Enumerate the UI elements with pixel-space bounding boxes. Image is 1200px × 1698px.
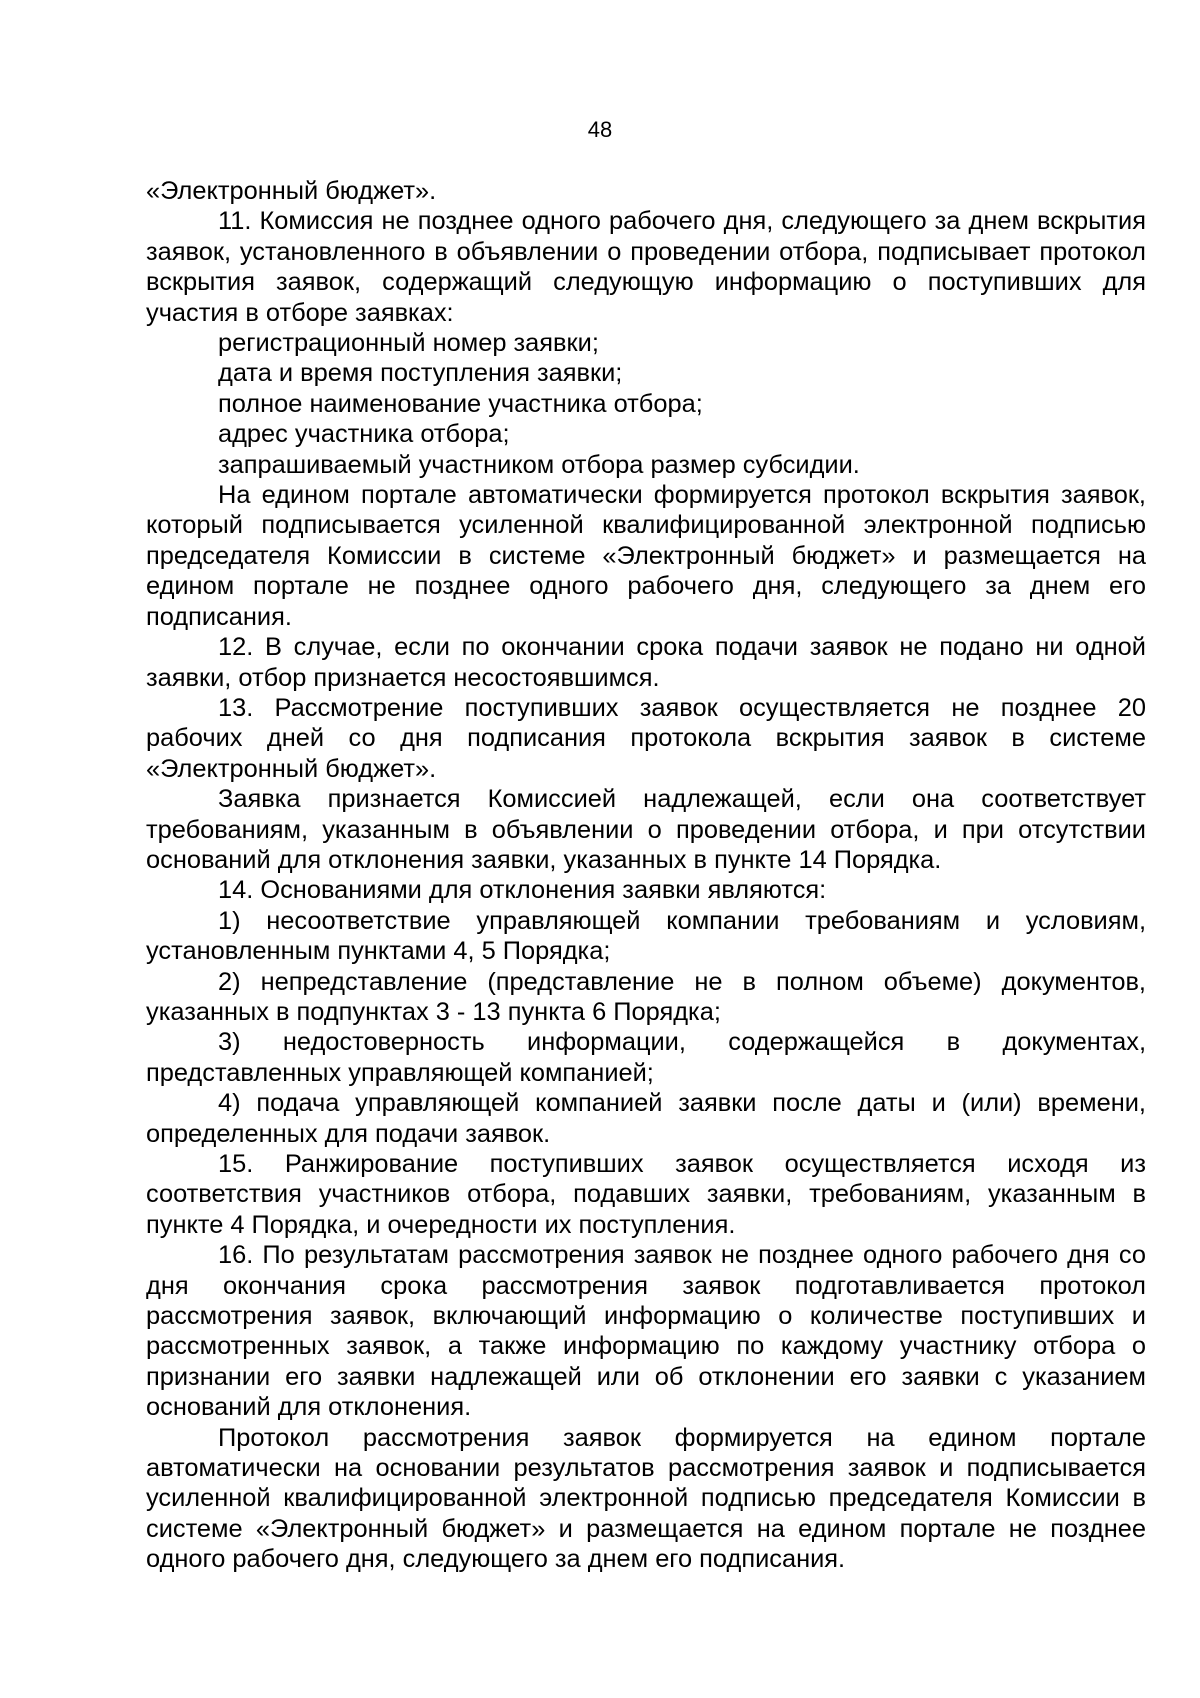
paragraph-clause-15: 15. Ранжирование поступивших заявок осуществляется исходя из соответствия участников отбора, подавших заявки, требованиям, указанным в пункте 4 Порядка, и очередности их поступления. — [146, 1150, 1146, 1239]
paragraph-clause-11: 11. Комиссия не позднее одного рабочего дня, следующего за днем вскрытия заявок, установленного в объявлении о проведении отбора, подписывает протокол вскрытия заявок, содержащий следующую информацию о поступивших для участия в отборе заявках: — [146, 207, 1146, 327]
paragraph-clause-16: 16. По результатам рассмотрения заявок не позднее одного рабочего дня со дня окончания срока рассмотрения заявок подготавливается протокол рассмотрения заявок, включающий информацию о количестве поступивших и рассмотренных заявок, а также информацию по каждому участнику отбора о признании его заявки надлежащей или об отклонении его заявки с указанием оснований для отклонения. — [146, 1241, 1146, 1422]
paragraph-ground-1: 1) несоответствие управляющей компании требованиям и условиям, установленным пунктами 4, 5 Порядка; — [146, 906, 1146, 966]
paragraph-ground-2: 2) непредставление (представление не в полном объеме) документов, указанных в подпунктах 3 - 13 пункта 6 Порядка; — [146, 967, 1146, 1026]
paragraph-application-accepted: Заявка признается Комиссией надлежащей, если она соответствует требованиям, указанным в объявлении о проведении отбора, и при отсутствии оснований для отклонения заявки, указанных в пункте 14 Порядка. — [146, 785, 1146, 874]
paragraph-clause-12: 12. В случае, если по окончании срока подачи заявок не подано ни одной заявки, отбор признается несостоявшимся. — [146, 633, 1146, 692]
list-item-participant-name: полное наименование участника отбора; — [218, 389, 703, 418]
paragraph-continuation: «Электронный бюджет». — [146, 177, 437, 205]
paragraph-ground-3: 3) недостоверность информации, содержащейся в документах, представленных управляющей компанией; — [146, 1028, 1146, 1087]
paragraph-clause-14: 14. Основаниями для отклонения заявки являются: — [218, 876, 827, 905]
list-item-subsidy-amount: запрашиваемый участником отбора размер субсидии. — [218, 450, 860, 479]
list-item-participant-address: адрес участника отбора; — [218, 420, 510, 449]
list-item-date-time: дата и время поступления заявки; — [218, 359, 623, 388]
document-body — [146, 176, 1146, 1575]
paragraph-clause-13: 13. Рассмотрение поступивших заявок осуществляется не позднее 20 рабочих дней со дня подписания протокола вскрытия заявок в системе «Электронный бюджет». — [146, 693, 1146, 783]
paragraph-portal-protocol: На едином портале автоматически формируется протокол вскрытия заявок, который подписывается усиленной квалифицированной электронной подписью председателя Комиссии в системе «Электронный бюджет» и размещается на едином портале не позднее одного рабочего дня, следующего за днем его подписания. — [146, 481, 1146, 631]
page-number: 48 — [587, 117, 613, 142]
paragraph-review-protocol: Протокол рассмотрения заявок формируется на едином портале автоматически на основании результатов рассмотрения заявок и подписывается усиленной квалифицированной электронной подписью председателя Комиссии в системе «Электронный бюджет» и размещается на едином портале не позднее одного рабочего дня, следующего за днем его подписания. — [146, 1423, 1146, 1574]
paragraph-ground-4: 4) подача управляющей компанией заявки после даты и (или) времени, определенных для подачи заявок. — [146, 1089, 1146, 1148]
list-item-registration-number: регистрационный номер заявки; — [218, 329, 599, 358]
